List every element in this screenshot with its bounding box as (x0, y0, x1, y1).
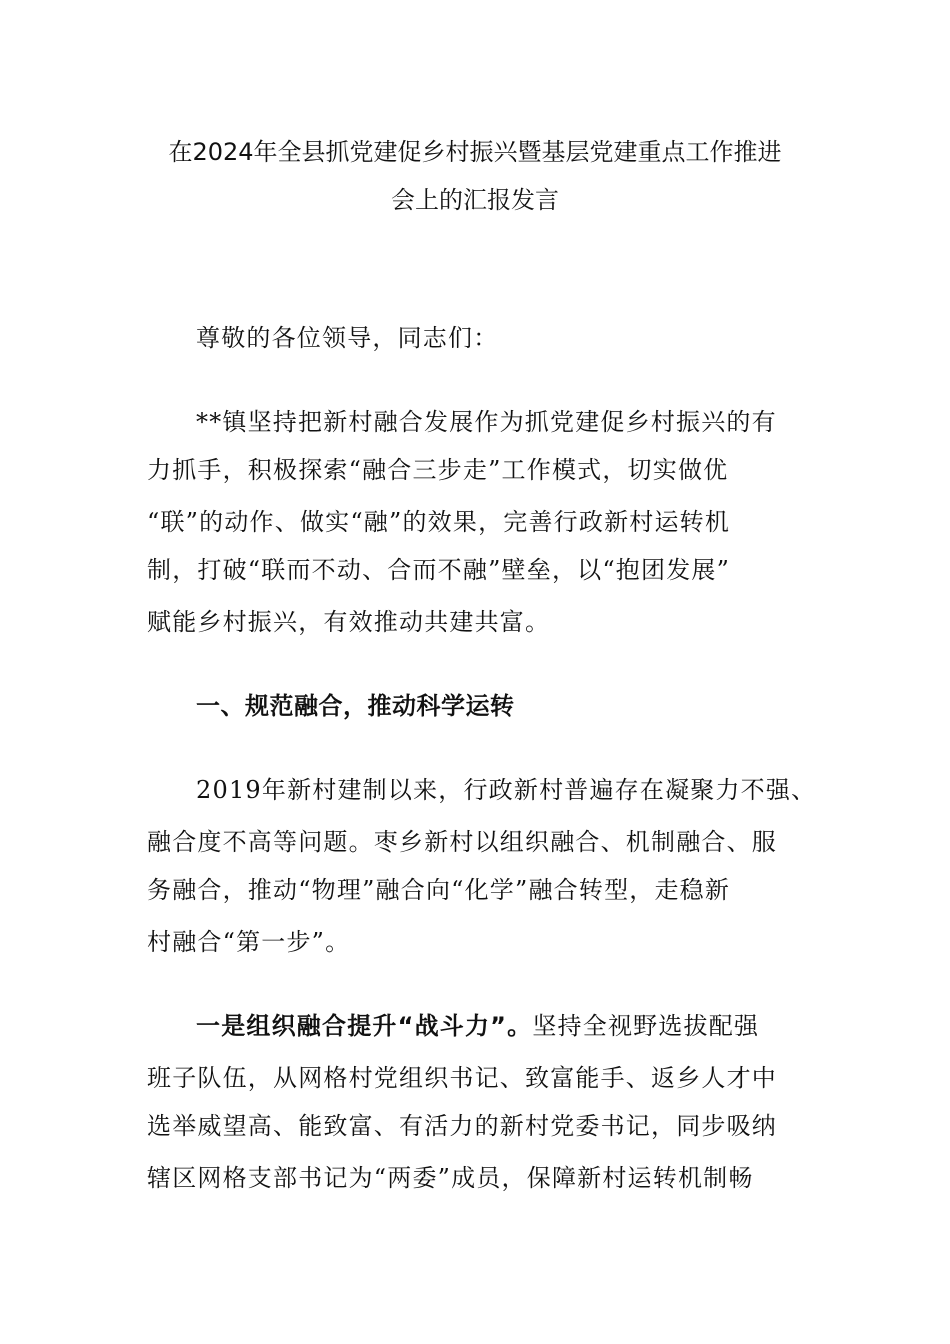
point-1-line-4: 辖区网格支部书记为“两委”成员，保障新村运转机制畅 (147, 1164, 754, 1192)
section-1-line-4: 村融合“第一步”。 (147, 928, 351, 956)
section-1-line-2: 融合度不高等问题。枣乡新村以组织融合、机制融合、服 (147, 828, 777, 856)
point-1-line-2: 班子队伍，从网格村党组织书记、致富能手、返乡人才中 (147, 1064, 777, 1092)
document-title-line-1: 在2024年全县抓党建促乡村振兴暨基层党建重点工作推进 (168, 138, 782, 166)
section-1-line-1: 2019年新村建制以来，行政新村普遍存在凝聚力不强、 (196, 776, 817, 804)
intro-line-4: 制，打破“联而不动、合而不融”壁垒，以“抱团发展” (147, 556, 731, 584)
point-1-line-3: 选举威望高、能致富、有活力的新村党委书记，同步吸纳 (147, 1112, 777, 1140)
section-1-line-3: 务融合，推动“物理”融合向“化学”融合转型，走稳新 (147, 876, 731, 904)
intro-line-2: 力抓手，积极探索“融合三步走”工作模式，切实做优 (147, 456, 729, 484)
point-1-line-1 (196, 1010, 759, 1042)
intro-line-3: “联”的动作、做实“融”的效果，完善行政新村运转机 (147, 508, 731, 536)
point-1-lead-rest: 坚持全视野选拔配强 (532, 1012, 760, 1040)
intro-line-1: **镇坚持把新村融合发展作为抓党建促乡村振兴的有 (196, 408, 777, 436)
intro-line-5: 赋能乡村振兴，有效推动共建共富。 (147, 608, 551, 636)
point-1-lead: 一是组织融合提升“战斗力”。 (196, 1012, 533, 1040)
salutation: 尊敬的各位领导，同志们： (196, 324, 499, 352)
document-title-line-2: 会上的汇报发言 (391, 186, 559, 214)
section-1-heading: 一、规范融合，推动科学运转 (196, 692, 515, 720)
